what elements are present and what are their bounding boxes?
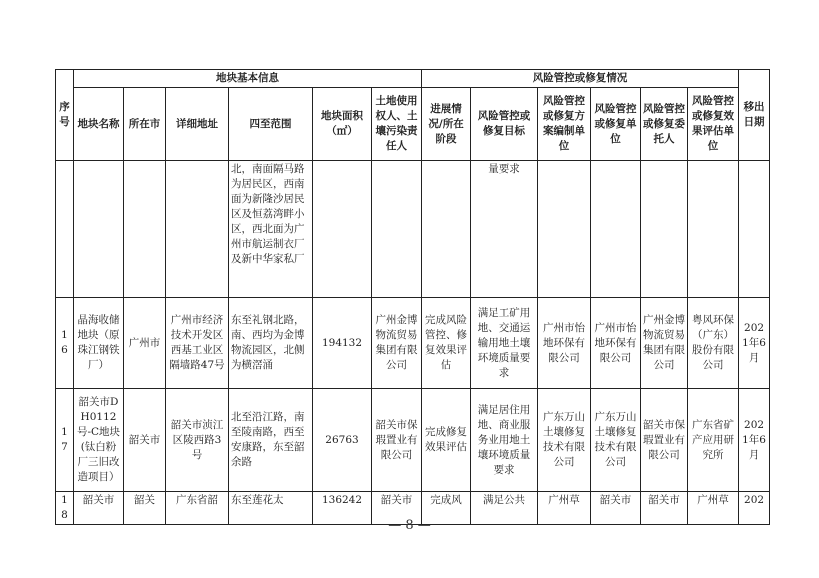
table-cell: 202 xyxy=(739,492,770,525)
table-cell: 16 xyxy=(56,298,74,389)
table-cell xyxy=(422,161,471,298)
table-cell: 广东省韶 xyxy=(166,492,229,525)
table-cell: 广州市怡地环保有限公司 xyxy=(591,298,641,389)
page-number: — 8 — xyxy=(388,518,431,533)
table-cell: 满足居住用地、商业服务业用地土壤环境质量要求 xyxy=(471,389,538,492)
column-header: 四至范围 xyxy=(229,88,313,161)
table-cell: 广州草 xyxy=(538,492,591,525)
table-cell xyxy=(641,161,688,298)
table-cell: 韶关 xyxy=(124,492,166,525)
table-cell: 韶关市保瑕置业有限公司 xyxy=(641,389,688,492)
table-cell: 韶关市 xyxy=(591,492,641,525)
table-cell: 韶关市保瑕置业有限公司 xyxy=(372,389,422,492)
column-header: 风险管控或修复效果评估单位 xyxy=(688,88,739,161)
table-cell: 量要求 xyxy=(471,161,538,298)
table-cell xyxy=(166,161,229,298)
remediation-table-container xyxy=(55,69,769,521)
table-cell: 194132 xyxy=(313,298,372,389)
column-header: 风险管控或修复目标 xyxy=(471,88,538,161)
table-cell: 韶关市 xyxy=(372,492,422,525)
column-header: 所在市 xyxy=(124,88,166,161)
table-cell: 北，南面隔马路为居民区，西南面为新隆沙居民区及恒荔湾畔小区，西北面为广州市航运制衣厂及新中华家私厂 xyxy=(229,161,313,298)
column-header: 地块面积（㎡） xyxy=(313,88,372,161)
header-index: 序号 xyxy=(56,70,74,161)
table-cell: 粤风环保（广东）股份有限公司 xyxy=(688,298,739,389)
column-header: 详细地址 xyxy=(166,88,229,161)
table-cell: 韶关市 xyxy=(124,389,166,492)
header-removal-date: 移出日期 xyxy=(739,70,770,161)
table-row xyxy=(56,389,770,492)
table-cell xyxy=(372,161,422,298)
table-cell: 广东万山土壤修复技术有限公司 xyxy=(591,389,641,492)
table-cell: 满足公共 xyxy=(471,492,538,525)
table-cell: 17 xyxy=(56,389,74,492)
table-cell: 满足工矿用地、交通运输用地土壤环境质量要求 xyxy=(471,298,538,389)
table-cell: 完成风 xyxy=(422,492,471,525)
table-cell xyxy=(538,161,591,298)
column-header: 地块名称 xyxy=(74,88,124,161)
table-cell: 26763 xyxy=(313,389,372,492)
column-header: 土地使用权人、土壤污染责任人 xyxy=(372,88,422,161)
table-cell: 韶关市 xyxy=(641,492,688,525)
table-cell xyxy=(124,161,166,298)
table-cell: 广州金博物流贸易集团有限公司 xyxy=(372,298,422,389)
table-cell: 韶关市浈江区陵西路3号 xyxy=(166,389,229,492)
table-cell: 广州市 xyxy=(124,298,166,389)
table-cell xyxy=(74,161,124,298)
table-cell: 广东省矿产应用研究所 xyxy=(688,389,739,492)
table-cell: 136242 xyxy=(313,492,372,525)
table-cell: 韶关市DH0112号-C地块(钛白粉厂三旧改造项目） xyxy=(74,389,124,492)
table-cell xyxy=(591,161,641,298)
table-cell: 完成风险管控、修复效果评估 xyxy=(422,298,471,389)
table-cell: 北至沿江路，南至陵南路，西至安康路，东至韶余路 xyxy=(229,389,313,492)
table-cell xyxy=(688,161,739,298)
table-cell xyxy=(313,161,372,298)
column-header: 风险管控或修复委托人 xyxy=(641,88,688,161)
table-cell: 广州市怡地环保有限公司 xyxy=(538,298,591,389)
header-basic-info: 地块基本信息 xyxy=(74,70,422,88)
table-cell: 东至莲花太 xyxy=(229,492,313,525)
table-row xyxy=(56,298,770,389)
table-cell: 广东万山土壤修复技术有限公司 xyxy=(538,389,591,492)
contaminated-site-table xyxy=(55,69,770,525)
table-cell xyxy=(56,161,74,298)
table-cell: 广州草 xyxy=(688,492,739,525)
table-cell: 晶海收储地块（原珠江钢铁厂） xyxy=(74,298,124,389)
table-cell: 18 xyxy=(56,492,74,525)
table-cell: 完成修复效果评估 xyxy=(422,389,471,492)
table-cell: 广州市经济技术开发区西基工业区隔墙路47号 xyxy=(166,298,229,389)
table-cell: 2021年6月 xyxy=(739,389,770,492)
table-cell: 东至礼钢北路，南、西均为金博物流园区，北侧为横滘涌 xyxy=(229,298,313,389)
table-cell: 韶关市 xyxy=(74,492,124,525)
table-row-continuation xyxy=(56,161,770,298)
column-header: 进展情况/所在阶段 xyxy=(422,88,471,161)
column-header: 风险管控或修复单位 xyxy=(591,88,641,161)
table-cell xyxy=(739,161,770,298)
table-cell: 2021年6月 xyxy=(739,298,770,389)
column-header: 风险管控或修复方案编制单位 xyxy=(538,88,591,161)
table-cell: 广州金博物流贸易集团有限公司 xyxy=(641,298,688,389)
header-risk-info: 风险管控或修复情况 xyxy=(422,70,739,88)
